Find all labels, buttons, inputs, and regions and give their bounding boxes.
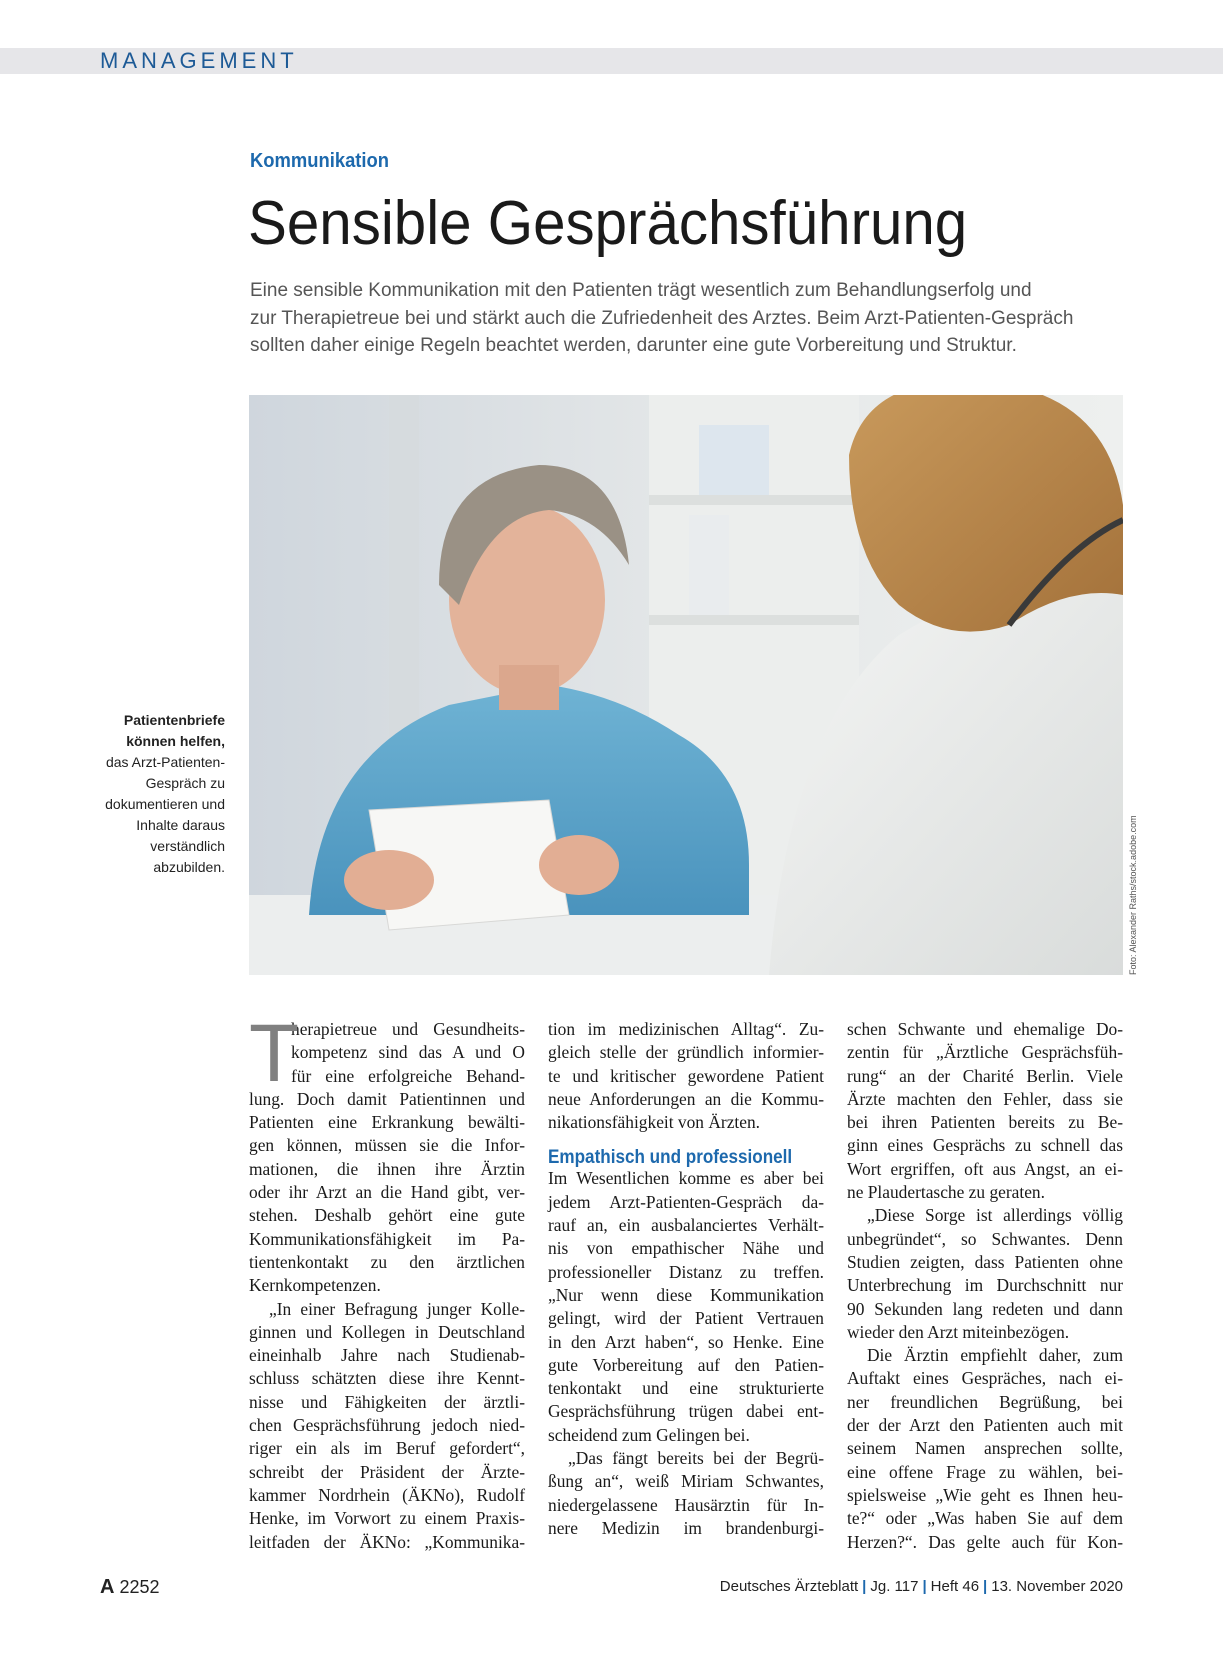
body-line: „Das fängt bereits bei der Begrü- xyxy=(568,1448,824,1469)
body-line: gelingt, wird der Patient Vertrauen xyxy=(548,1308,824,1329)
body-line: nikationsfähigkeit von Ärzten. xyxy=(548,1112,761,1133)
caption-line: abzubilden. xyxy=(153,859,225,875)
separator: | xyxy=(922,1578,927,1595)
article-column-3 xyxy=(847,1018,1123,1554)
caption-line: Inhalte daraus xyxy=(136,817,225,833)
body-line: wieder den Arzt miteinbezögen. xyxy=(847,1321,1070,1342)
body-line: seinem Namen ansprechen sollte, xyxy=(847,1438,1123,1459)
article-lead xyxy=(250,277,1130,360)
body-line: ginnen und Kollegen in Deutschland xyxy=(249,1321,525,1342)
article-photo xyxy=(249,395,1123,975)
body-line: ner freundlichen Begrüßung, bei xyxy=(847,1391,1123,1412)
body-line: Herzen?“. Das gelte auch für Kon- xyxy=(847,1531,1123,1552)
body-line: schreibt der Präsident der Ärzte- xyxy=(249,1461,525,1482)
body-line: Die Ärztin empfiehlt daher, zum xyxy=(867,1345,1123,1366)
body-line: spielsweise „Wie geht es Ihnen heu- xyxy=(847,1484,1123,1505)
body-line: kompetenz sind das A und O xyxy=(291,1042,525,1063)
body-line: nis von empathischer Nähe und xyxy=(548,1238,824,1259)
body-line: „Nur wenn diese Kommunikation xyxy=(548,1284,824,1305)
issue-date: 13. November 2020 xyxy=(991,1578,1123,1595)
body-line: zentin für „Ärztliche Gesprächsfüh- xyxy=(847,1042,1123,1063)
body-line: rung“ an der Charité Berlin. Viele xyxy=(847,1065,1123,1086)
body-line: gleich stelle der gründlich informier- xyxy=(548,1042,824,1063)
body-line: neue Anforderungen an die Kommu- xyxy=(548,1088,824,1109)
body-line: leitfaden der ÄKNo: „Kommunika- xyxy=(249,1531,525,1552)
body-line: mationen, die ihnen ihre Ärztin xyxy=(249,1158,525,1179)
body-line: gen können, müssen sie die Infor- xyxy=(249,1135,525,1156)
body-line: schen Schwante und ehemalige Do- xyxy=(847,1019,1123,1039)
body-line: Kernkompetenzen. xyxy=(249,1275,381,1296)
body-line: Im Wesentlichen komme es aber bei xyxy=(548,1168,824,1189)
body-line: Auftakt eines Gespräches, nach ei- xyxy=(847,1368,1123,1389)
article-title: Sensible Gesprächsführung xyxy=(248,189,968,258)
caption-line: das Arzt-Patienten- xyxy=(105,754,225,770)
body-line: eineinhalb Jahre nach Studienab- xyxy=(249,1345,525,1366)
body-line: der der Arzt den Patienten auch mit xyxy=(847,1415,1123,1436)
lead-line: Eine sensible Kommunikation mit den Patienten trägt wesentlich zum Behandlungserfolg und xyxy=(250,280,1032,301)
body-line: herapietreue und Gesundheits- xyxy=(291,1019,525,1039)
body-line: stehen. Deshalb gehört eine gute xyxy=(249,1205,525,1226)
body-line: tion im medizinischen Alltag“. Zu- xyxy=(548,1019,824,1039)
body-line: „In einer Befragung junger Kolle- xyxy=(269,1298,525,1319)
body-line: scheidend zum Gelingen bei. xyxy=(548,1424,750,1445)
page-number-value: 2252 xyxy=(119,1577,160,1597)
journal-name: Deutsches Ärzteblatt xyxy=(719,1578,859,1595)
body-line: gute Vorbereitung auf den Patien- xyxy=(548,1354,824,1375)
subheading: Empathisch und professionell xyxy=(548,1147,793,1169)
body-line: nisse und Fähigkeiten der ärztli- xyxy=(249,1391,525,1412)
body-line: oder ihr Arzt an die Hand gibt, ver- xyxy=(249,1182,525,1203)
body-line: tientenkontakt zu den ärztlichen xyxy=(249,1251,525,1272)
body-line: nere Medizin im brandenburgi- xyxy=(548,1517,824,1538)
body-line: bei ihren Patienten bereits zu Be- xyxy=(847,1112,1123,1133)
body-line: niedergelassene Hausärztin für In- xyxy=(548,1494,824,1515)
body-line: Kommunikationsfähigkeit im Pa- xyxy=(249,1228,525,1249)
body-line: schluss schätzten diese ihre Kennt- xyxy=(249,1368,525,1389)
photo-credit: Foto: Alexander Raths/stock.adobe.com xyxy=(1128,815,1138,975)
caption-line: Patientenbriefe xyxy=(123,712,225,728)
body-line: rauf an, ein ausbalanciertes Verhält- xyxy=(548,1215,824,1236)
page-number xyxy=(100,1576,160,1599)
page-prefix: A xyxy=(100,1576,115,1598)
body-line: Unterbrechung im Durchschnitt nur xyxy=(847,1275,1123,1296)
body-line: te?“ oder „Was haben Sie auf dem xyxy=(847,1508,1123,1529)
body-line: Ärzte machten den Fehler, dass sie xyxy=(847,1088,1123,1109)
body-line: Patienten eine Erkrankung bewälti- xyxy=(249,1112,525,1133)
caption-line: Gespräch zu xyxy=(145,775,225,791)
body-line: unbegründet“, so Schwantes. Denn xyxy=(847,1228,1123,1249)
footer-citation xyxy=(720,1578,1123,1595)
body-line: chen Gesprächsführung jedoch nied- xyxy=(249,1415,525,1436)
body-line: jedem Arzt-Patienten-Gespräch da- xyxy=(548,1191,824,1212)
lead-line: sollten daher einige Regeln beachtet werden, darunter eine gute Vorbereitung und Struktur. xyxy=(250,335,1017,356)
doctor-patient-photo xyxy=(249,395,1123,975)
body-line: Studien zeigten, dass Patienten ohne xyxy=(847,1251,1123,1272)
body-line: ßung an“, weiß Miriam Schwantes, xyxy=(548,1471,824,1492)
body-line: lung. Doch damit Patientinnen und xyxy=(249,1088,525,1109)
body-line: „Diese Sorge ist allerdings völlig xyxy=(867,1205,1123,1226)
body-line: tenkontakt und eine strukturierte xyxy=(548,1378,824,1399)
body-line: riger ein als im Beruf gefordert“, xyxy=(249,1438,525,1459)
body-line: professioneller Distanz zu treffen. xyxy=(548,1261,824,1282)
drop-cap: T xyxy=(249,1008,300,1099)
body-line: kammer Nordrhein (ÄKNo), Rudolf xyxy=(249,1484,525,1505)
article-column-2 xyxy=(548,1018,824,1540)
lead-line: zur Therapietreue bei und stärkt auch die Zufriedenheit des Arztes. Beim Arzt-Patienten-Gespräch xyxy=(250,307,1074,329)
body-line: te und kritischer gewordene Patient xyxy=(548,1065,824,1086)
caption-line: verständlich xyxy=(150,838,225,854)
separator: | xyxy=(862,1578,867,1595)
body-line: ne Plaudertasche zu geraten. xyxy=(847,1182,1045,1203)
body-line: ginn eines Gesprächs zu schnell das xyxy=(847,1135,1123,1156)
body-line: Wort ergriffen, oft aus Angst, an ei- xyxy=(847,1158,1123,1179)
section-label: MANAGEMENT xyxy=(100,48,298,73)
body-line: 90 Sekunden lang redeten und dann xyxy=(847,1298,1123,1319)
caption-line: dokumentieren und xyxy=(105,796,225,812)
photo-caption xyxy=(80,710,225,878)
article-kicker: Kommunikation xyxy=(250,150,390,172)
body-line: Gesprächsführung trügen dabei ent- xyxy=(548,1401,824,1422)
separator: | xyxy=(983,1578,988,1595)
body-line: für eine erfolgreiche Behand- xyxy=(291,1065,525,1086)
body-line: eine offene Frage zu wählen, bei- xyxy=(847,1461,1123,1482)
volume: Jg. 117 xyxy=(870,1578,919,1595)
body-line: in den Arzt haben“, so Henke. Eine xyxy=(548,1331,824,1352)
body-line: Henke, im Vorwort zu einem Praxis- xyxy=(249,1508,525,1529)
caption-line: können helfen, xyxy=(126,733,225,749)
issue: Heft 46 xyxy=(930,1578,980,1595)
article-column-1 xyxy=(249,1008,525,1554)
